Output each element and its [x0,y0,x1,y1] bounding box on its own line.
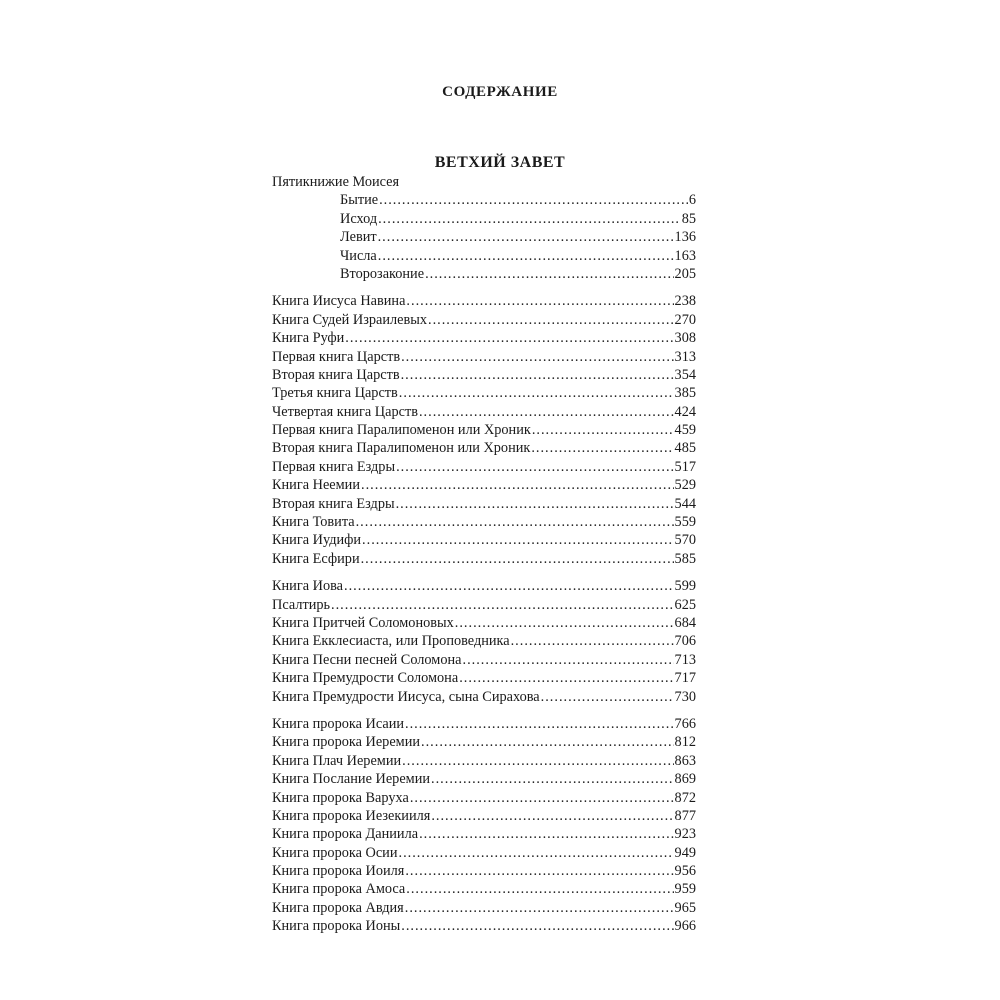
toc-entry-title: Книга Екклесиаста, или Проповедника [272,633,510,650]
dot-leader [531,439,673,457]
dot-leader [406,292,673,310]
toc-entry-title: Книга Иудифи [272,532,362,549]
toc-entry-page: 684 [674,614,696,631]
toc-entry [272,348,696,366]
toc-entry-page: 385 [674,385,696,402]
toc-entry-title: Книга Неемии [272,477,360,494]
toc-entry-title: Книга пророка Иезекииля [272,807,431,824]
toc-entry-title: Книга Иова [272,578,344,595]
toc-entry-title: Книга пророка Варуха [272,789,409,806]
toc-entry-page: 877 [674,807,696,824]
toc-entry [272,191,696,209]
toc-entry-page: 529 [674,477,696,494]
dot-leader [459,669,673,687]
toc-entry [272,880,696,898]
dot-leader [401,917,673,935]
dot-leader [379,191,688,209]
dot-leader [405,862,673,880]
toc-entry-title: Книга пророка Даниила [272,826,419,843]
toc-entry [272,210,696,228]
toc-entry-page: 872 [674,789,696,806]
toc-entry [272,917,696,935]
dot-leader [396,458,673,476]
toc-entry [272,550,696,568]
dot-leader [345,329,673,347]
dot-leader [431,807,673,825]
toc-entry-page: 863 [674,752,696,769]
historical-books-list [272,292,696,568]
toc-entry-title: Первая книга Царств [272,348,401,365]
toc-entry-page: 570 [674,532,696,549]
dot-leader [378,228,674,246]
toc-entry-title: Книга Есфири [272,550,360,567]
toc-entry-title: Левит [340,229,377,246]
toc-entry-title: Книга Руфи [272,330,345,347]
toc-entry-title: Бытие [340,192,379,209]
toc-entry [272,366,696,384]
toc-entry [272,899,696,917]
toc-entry [272,825,696,843]
toc-entry [272,311,696,329]
toc-entry-title: Исход [340,210,378,227]
toc-entry [272,513,696,531]
toc-entry [272,688,696,706]
dot-leader [463,651,674,669]
toc-entry-page: 459 [674,422,696,439]
toc-entry-title: Книга пророка Ионы [272,918,401,935]
toc-entry-page: 966 [674,918,696,935]
dot-leader [455,614,674,632]
toc-entry-title: Книга Песни песней Соломона [272,651,462,668]
prophets-books-list [272,715,696,936]
spacer [272,568,696,577]
section-title: ВЕТХИЙ ЗАВЕТ [434,154,566,171]
toc-entry [272,844,696,862]
toc-entry-page: 812 [674,734,696,751]
toc-entry-page: 730 [674,688,696,705]
dot-leader [532,421,674,439]
dot-leader [421,733,674,751]
toc-entry-page: 706 [674,633,696,650]
toc-entry [272,862,696,880]
toc-entry [272,596,696,614]
toc-entry-page: 354 [674,366,696,383]
dot-leader [511,632,674,650]
toc-entry [272,531,696,549]
toc-entry-page: 485 [674,440,696,457]
pentateuch-header: Пятикнижие Моисея [272,174,400,190]
toc-entry-title: Первая книга Ездры [272,458,396,475]
toc-entry-title: Книга пророка Авдия [272,899,404,916]
toc-entry-page: 163 [674,247,696,264]
dot-leader [431,770,674,788]
toc-entry [272,495,696,513]
dot-leader [402,752,673,770]
toc-entry-title: Псалтирь [272,596,331,613]
dot-leader [419,825,673,843]
toc-entry [272,292,696,310]
toc-entry [272,329,696,347]
toc-entry-page: 270 [674,311,696,328]
toc-entry-title: Второзаконие [340,265,425,282]
toc-entry [272,807,696,825]
wisdom-books-list [272,577,696,706]
toc-entry-title: Книга пророка Осии [272,844,398,861]
dot-leader [361,550,674,568]
toc-entry [272,476,696,494]
toc-entry-title: Вторая книга Паралипоменон или Хроник [272,440,531,457]
pentateuch-list [272,191,696,283]
dot-leader [410,789,674,807]
spacer [272,706,696,715]
toc-entry-page: 625 [674,596,696,613]
toc-entry-page: 544 [674,495,696,512]
toc-entry-title: Книга пророка Иоиля [272,863,405,880]
toc-entry-page: 959 [674,881,696,898]
toc-entry-title: Третья книга Царств [272,385,398,402]
toc-entry [272,752,696,770]
toc-entry-page: 717 [674,670,696,687]
dot-leader [425,265,673,283]
dot-leader [361,476,674,494]
toc-entry-page: 956 [674,863,696,880]
toc-entry-title: Книга пророка Иеремии [272,734,421,751]
toc-entry [272,577,696,595]
toc-entry-page: 599 [674,578,696,595]
toc-entry [272,669,696,687]
toc-entry-title: Книга Товита [272,514,355,531]
toc-entry-title: Четвертая книга Царств [272,403,418,420]
dot-leader [399,844,674,862]
toc-entry-page: 923 [674,826,696,843]
toc-entry-page: 85 [681,210,696,227]
toc-entry [272,651,696,669]
dot-leader [399,384,674,402]
toc-entry-title: Книга Иисуса Навина [272,293,406,310]
toc-entry-page: 585 [674,550,696,567]
toc-entry-page: 869 [674,771,696,788]
toc-entry-title: Книга пророка Исаии [272,715,405,732]
dot-leader [378,210,681,228]
dot-leader [356,513,674,531]
dot-leader [396,495,674,513]
toc-entry-page: 965 [674,899,696,916]
toc-entry-page: 313 [674,348,696,365]
toc-entry-page: 949 [674,844,696,861]
dot-leader [428,311,674,329]
table-of-contents [272,173,696,936]
dot-leader [401,348,673,366]
toc-entry [272,632,696,650]
toc-entry [272,733,696,751]
dot-leader [362,531,674,549]
dot-leader [406,880,673,898]
toc-entry-page: 517 [674,458,696,475]
toc-entry-title: Вторая книга Царств [272,366,400,383]
toc-entry [272,789,696,807]
toc-entry-title: Книга Послание Иеремии [272,771,431,788]
toc-entry-page: 424 [674,403,696,420]
page-title: СОДЕРЖАНИЕ [442,84,558,100]
spacer [272,283,696,292]
toc-entry-title: Книга Премудрости Соломона [272,670,459,687]
toc-entry-title: Первая книга Паралипоменон или Хроник [272,422,531,439]
toc-entry [272,384,696,402]
toc-entry-page: 238 [674,293,696,310]
toc-entry [272,228,696,246]
toc-entry [272,614,696,632]
dot-leader [405,899,674,917]
toc-entry-title: Вторая книга Ездры [272,495,395,512]
toc-entry [272,403,696,421]
toc-entry-page: 766 [674,715,696,732]
dot-leader [344,577,674,595]
toc-entry [272,715,696,733]
toc-entry [272,421,696,439]
toc-entry-page: 136 [674,229,696,246]
toc-entry-page: 6 [688,192,696,209]
dot-leader [405,715,674,733]
toc-entry-title: Книга Притчей Соломоновых [272,614,454,631]
toc-entry [272,458,696,476]
toc-entry [272,247,696,265]
toc-entry [272,770,696,788]
toc-entry-title: Книга пророка Амоса [272,881,406,898]
toc-entry [272,265,696,283]
toc-entry-title: Книга Премудрости Иисуса, сына Сирахова [272,688,540,705]
toc-entry [272,439,696,457]
dot-leader [541,688,674,706]
toc-entry-title: Книга Судей Израилевых [272,311,427,328]
toc-entry-page: 205 [674,265,696,282]
toc-entry-page: 559 [674,514,696,531]
toc-entry-title: Числа [340,247,377,264]
toc-entry-page: 308 [674,330,696,347]
toc-entry-title: Книга Плач Иеремии [272,752,402,769]
dot-leader [419,403,674,421]
dot-leader [401,366,674,384]
toc-entry-page: 713 [674,651,696,668]
dot-leader [331,596,674,614]
dot-leader [378,247,674,265]
